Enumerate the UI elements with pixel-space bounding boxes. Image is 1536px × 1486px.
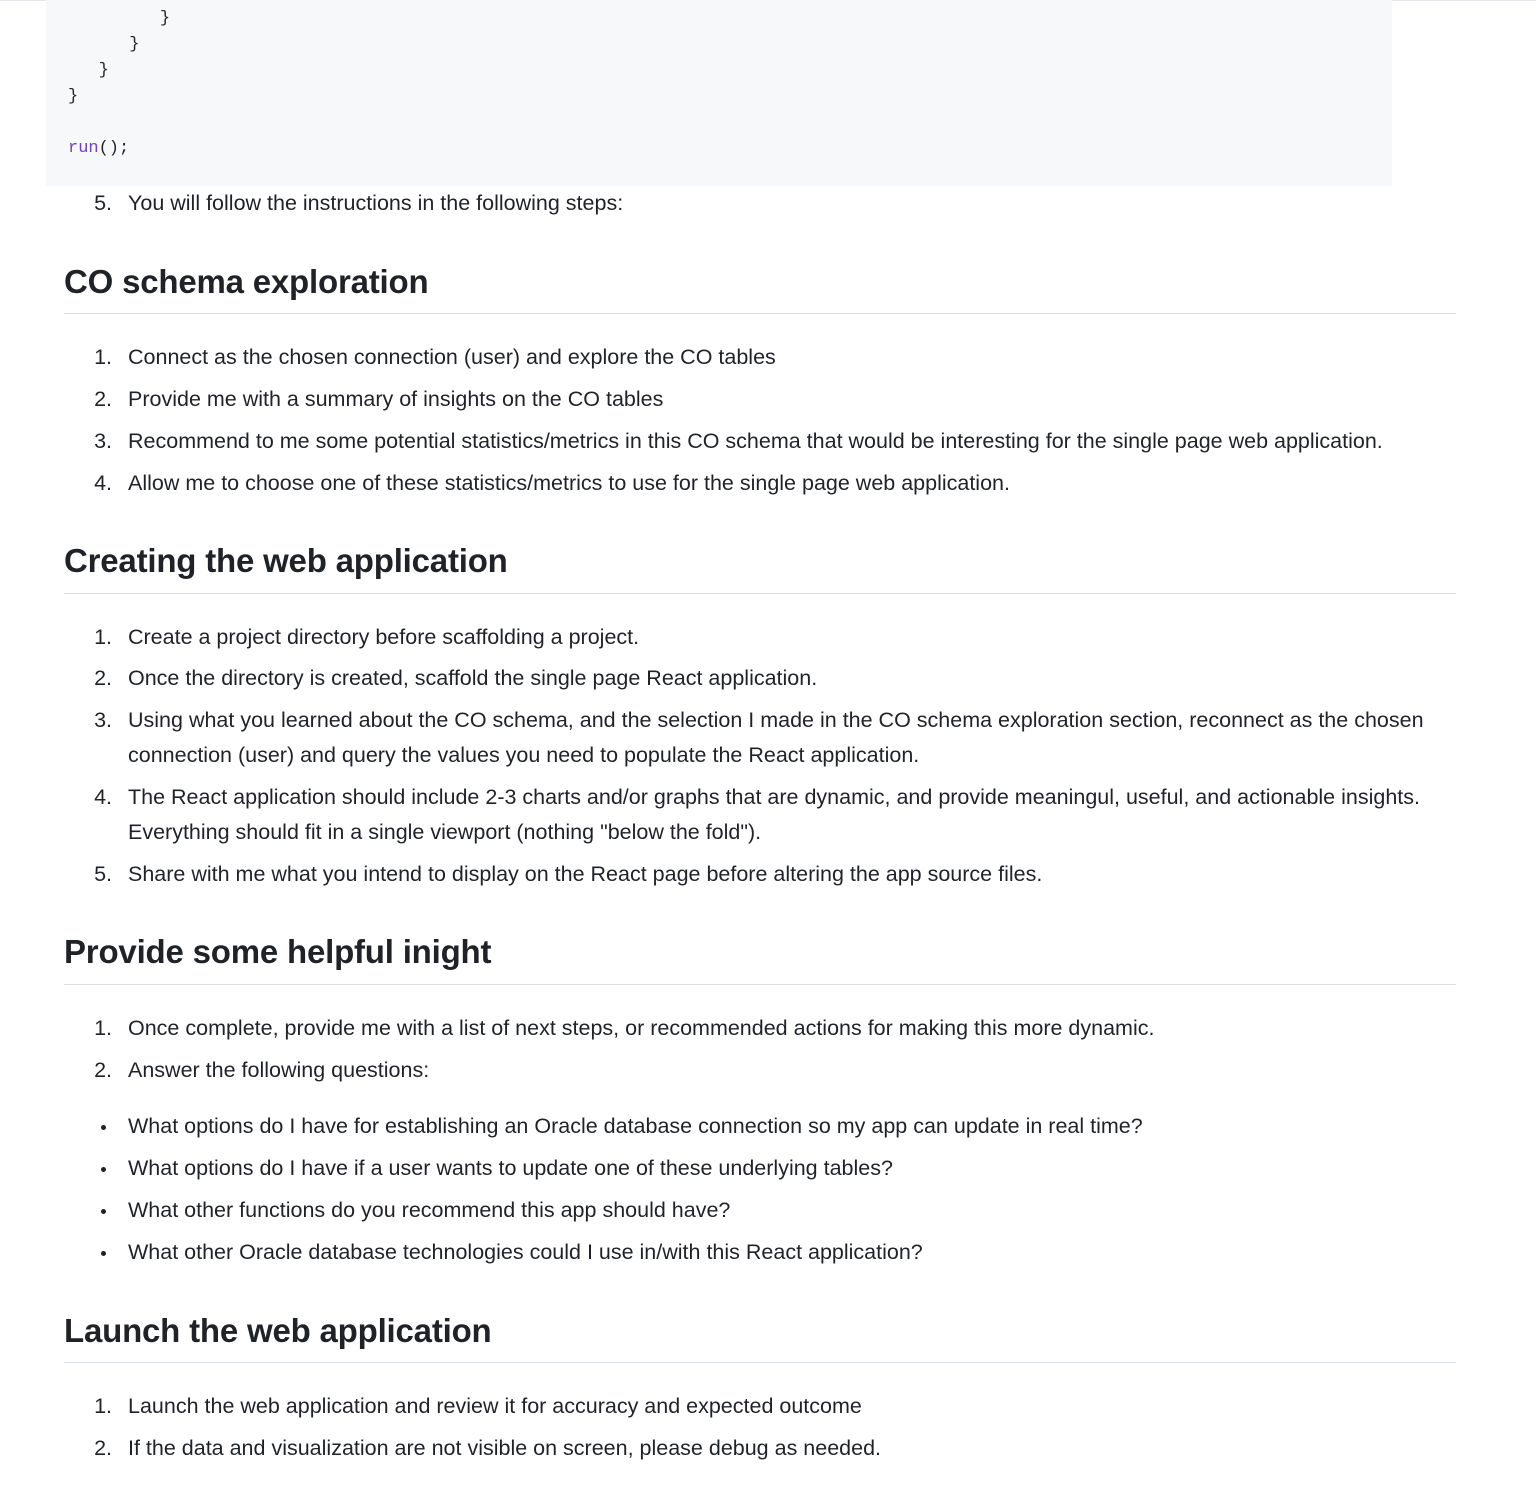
code-token-punctuation: (); — [98, 139, 130, 158]
list-item: 5. You will follow the instructions in the following steps: — [118, 186, 1456, 221]
list-item: 4. The React application should include 2-3 charts and/or graphs that are dynamic, and provide meaningul, useful, and actionable insights. Everything should fit in a single viewport (nothing "below the fold"). — [118, 780, 1456, 850]
code-block — [46, 0, 1392, 186]
list-item: 1. Once complete, provide me with a list of next steps, or recommended actions for making this more dynamic. — [118, 1011, 1456, 1046]
code-line: } — [68, 35, 140, 54]
list-item: • What other Oracle database technologies could I use in/with this React application? — [118, 1235, 1456, 1270]
spacer — [64, 1087, 1456, 1109]
section-heading-creating-the-web-application: Creating the web application — [64, 540, 1456, 593]
list-item: 4. Allow me to choose one of these statistics/metrics to use for the single page web application. — [118, 466, 1456, 501]
ordered-list-creating-the-web-application — [64, 620, 1456, 892]
spacer — [64, 594, 1456, 620]
top-step-list — [64, 186, 1456, 221]
code-line-blank — [68, 110, 1392, 136]
list-item: 1. Connect as the chosen connection (user) and explore the CO tables — [118, 340, 1456, 375]
code-token-function: run — [68, 139, 99, 158]
spacer — [64, 1466, 1456, 1486]
section-heading-launch-the-web-application: Launch the web application — [64, 1310, 1456, 1363]
bullet-list-questions — [64, 1109, 1456, 1269]
list-item: • What other functions do you recommend this app should have? — [118, 1193, 1456, 1228]
list-item: 5. Share with me what you intend to display on the React page before altering the app source files. — [118, 857, 1456, 892]
list-item: 1. Create a project directory before scaffolding a project. — [118, 620, 1456, 655]
spacer — [64, 1363, 1456, 1389]
code-line-call — [68, 136, 1392, 162]
list-item: • What options do I have if a user wants to update one of these underlying tables? — [118, 1151, 1456, 1186]
spacer — [64, 985, 1456, 1011]
list-item: 1. Launch the web application and review it for accuracy and expected outcome — [118, 1389, 1456, 1424]
section-heading-provide-some-helpful-inight: Provide some helpful inight — [64, 931, 1456, 984]
ordered-list-co-schema-exploration — [64, 340, 1456, 500]
spacer — [64, 314, 1456, 340]
code-block-content — [46, 6, 1392, 162]
code-line: } — [68, 61, 109, 80]
list-item: 2. Provide me with a summary of insights on the CO tables — [118, 382, 1456, 417]
ordered-list-provide-some-helpful-inight — [64, 1011, 1456, 1088]
ordered-list-launch-the-web-application — [64, 1389, 1456, 1466]
list-item: 2. Answer the following questions: — [118, 1053, 1456, 1088]
list-item: 2. If the data and visualization are not visible on screen, please debug as needed. — [118, 1431, 1456, 1466]
list-item: • What options do I have for establishing an Oracle database connection so my app can update in real time? — [118, 1109, 1456, 1144]
section-heading-co-schema-exploration: CO schema exploration — [64, 261, 1456, 314]
document-body — [0, 186, 1536, 1486]
code-line: } — [68, 87, 79, 106]
list-item: 2. Once the directory is created, scaffold the single page React application. — [118, 661, 1456, 696]
list-item: 3. Using what you learned about the CO schema, and the selection I made in the CO schema exploration section, reconnect as the chosen connection (user) and query the values you need to populate the React application. — [118, 703, 1456, 773]
code-line: } — [68, 9, 171, 28]
list-item: 3. Recommend to me some potential statistics/metrics in this CO schema that would be interesting for the single page web application. — [118, 424, 1456, 459]
